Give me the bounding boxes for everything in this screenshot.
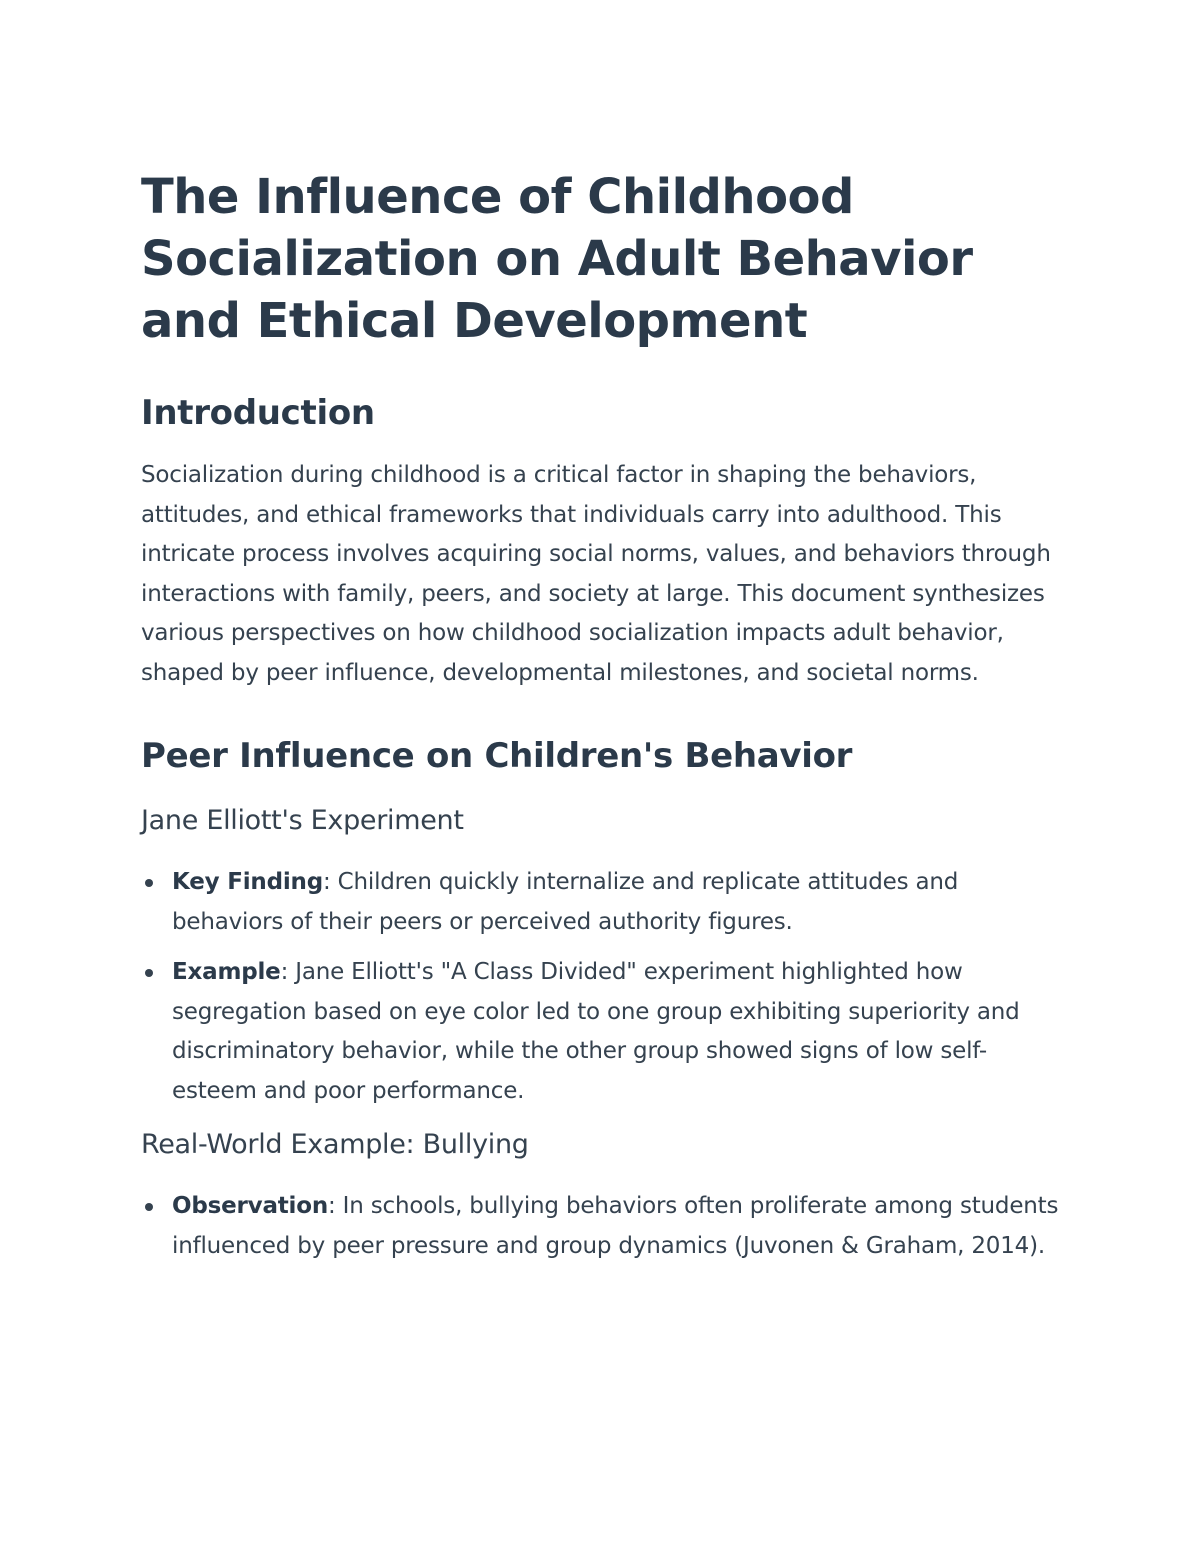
bullet-text: : In schools, bullying behaviors often proliferate among students influenced by peer pressure and group dynamics (Juvonen & Graham, 2014). [172,1193,1059,1259]
document-title: The Influence of Childhood Socialization on Adult Behavior and Ethical Development [141,169,973,349]
list-item [141,953,1060,1111]
list-item [141,863,1060,942]
bullet-text: : Jane Elliott's "A Class Divided" experiment highlighted how segregation based on eye color led to one group exhibiting superiority and discriminatory behavior, while the other group showed signs of low self-esteem and poor performance. [172,959,1020,1104]
bullet-icon [145,879,153,887]
bullet-text: : Children quickly internalize and replicate attitudes and behaviors of their peers or perceived authority figures. [172,869,959,935]
subsection-heading-jane-elliott: Jane Elliott's Experiment [141,805,464,836]
bullet-icon [145,1203,153,1211]
bullying-bullet-list [141,1187,1060,1266]
section-heading-introduction: Introduction [141,393,375,433]
subsection-heading-bullying: Real-World Example: Bullying [141,1129,529,1160]
bullet-icon [145,969,153,977]
bullet-label: Example [172,959,281,985]
section-heading-peer-influence: Peer Influence on Children's Behavior [141,736,853,776]
introduction-paragraph: Socialization during childhood is a critical factor in shaping the behaviors, attitudes, and ethical frameworks that individuals carry into adulthood. This intricate process involves acquiring social norms, values, and behaviors through interactions with family, peers, and society at large. This document synthesizes various perspectives on how childhood socialization impacts adult behavior, shaped by peer influence, developmental milestones, and societal norms. [141,462,1051,686]
jane-elliott-bullet-list [141,863,1060,1111]
list-item [141,1187,1060,1266]
bullet-label: Observation [172,1193,329,1219]
bullet-label: Key Finding [172,869,323,895]
